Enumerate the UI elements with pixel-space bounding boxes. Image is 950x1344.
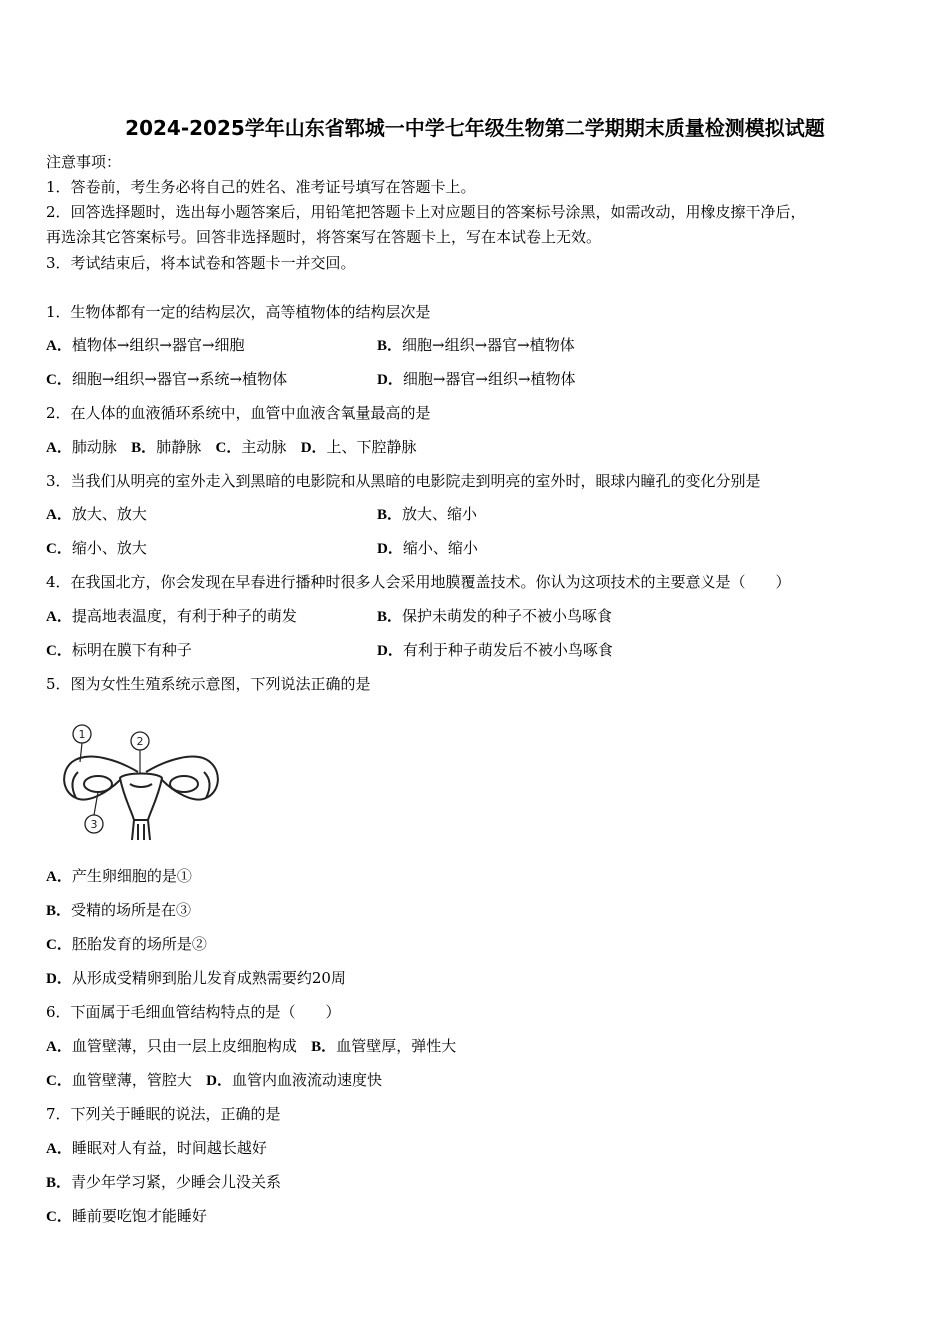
notice-item-1: 1．答卷前，考生务必将自己的姓名、准考证号填写在答题卡上。 <box>46 178 476 196</box>
q7-option-c: C．睡前要吃饱才能睡好 <box>46 1207 207 1225</box>
q4-option-a: A．提高地表温度，有利于种子的萌发 <box>46 607 297 625</box>
q4-option-c: C．标明在膜下有种子 <box>46 641 192 659</box>
q7-option-a: A．睡眠对人有益，时间越长越好 <box>46 1139 267 1157</box>
notice-item-2-cont: 再选涂其它答案标号。回答非选择题时，将答案写在答题卡上，写在本试卷上无效。 <box>46 228 602 246</box>
question-1-stem: 1．生物体都有一定的结构层次，高等植物体的结构层次是 <box>46 303 431 321</box>
q1-option-a: A．植物体→组织→器官→细胞 <box>46 336 245 354</box>
q4-option-b: B．保护未萌发的种子不被小鸟啄食 <box>377 607 613 625</box>
question-3-stem: 3．当我们从明亮的室外走入到黑暗的电影院和从黑暗的电影院走到明亮的室外时，眼球内瞳孔的变化分别是 <box>46 472 761 490</box>
reproductive-system-diagram <box>58 720 223 845</box>
q6-options-ab: A．血管壁薄，只由一层上皮细胞构成 B．血管壁厚，弹性大 <box>46 1037 457 1055</box>
q3-option-b: B．放大、缩小 <box>377 505 478 523</box>
q2-options: A．肺动脉 B．肺静脉 C．主动脉 D．上、下腔静脉 <box>46 438 417 456</box>
q3-option-c: C．缩小、放大 <box>46 539 147 557</box>
notice-heading: 注意事项： <box>46 153 122 171</box>
figure-label-1: 1 <box>78 728 86 741</box>
page-title: 2024-2025学年山东省郓城一中学七年级生物第二学期期末质量检测模拟试题 <box>125 116 825 140</box>
q6-options-cd: C．血管壁薄，管腔大 D．血管内血液流动速度快 <box>46 1071 383 1089</box>
q4-option-d: D．有利于种子萌发后不被小鸟啄食 <box>377 641 613 659</box>
q5-option-d: D．从形成受精卵到胎儿发育成熟需要约20周 <box>46 969 346 987</box>
reproductive-system-figure <box>58 720 223 849</box>
q1-option-c: C．细胞→组织→器官→系统→植物体 <box>46 370 288 388</box>
question-7-stem: 7．下列关于睡眠的说法，正确的是 <box>46 1105 281 1123</box>
q1-option-d: D．细胞→器官→组织→植物体 <box>377 370 576 388</box>
question-4-stem: 4．在我国北方，你会发现在早春进行播种时很多人会采用地膜覆盖技术。你认为这项技术的主要意义是（ ） <box>46 573 791 591</box>
question-6-stem: 6．下面属于毛细血管结构特点的是（ ） <box>46 1003 341 1021</box>
notice-item-3: 3．考试结束后，将本试卷和答题卡一并交回。 <box>46 254 356 272</box>
notice-item-2: 2．回答选择题时，选出每小题答案后，用铅笔把答题卡上对应题目的答案标号涂黑，如需改动，用橡皮擦干净后， <box>46 203 806 221</box>
question-5-stem: 5．图为女性生殖系统示意图，下列说法正确的是 <box>46 675 371 693</box>
q5-option-a: A．产生卵细胞的是① <box>46 867 192 885</box>
question-2-stem: 2．在人体的血液循环系统中，血管中血液含氧量最高的是 <box>46 404 431 422</box>
q1-option-b: B．细胞→组织→器官→植物体 <box>377 336 575 354</box>
q5-option-b: B．受精的场所是在③ <box>46 901 192 919</box>
figure-label-2: 2 <box>136 735 144 748</box>
q7-option-b: B．青少年学习紧，少睡会儿没关系 <box>46 1173 282 1191</box>
figure-label-3: 3 <box>90 818 98 831</box>
q3-option-a: A．放大、放大 <box>46 505 147 523</box>
q5-option-c: C．胚胎发育的场所是② <box>46 935 207 953</box>
q3-option-d: D．缩小、缩小 <box>377 539 478 557</box>
